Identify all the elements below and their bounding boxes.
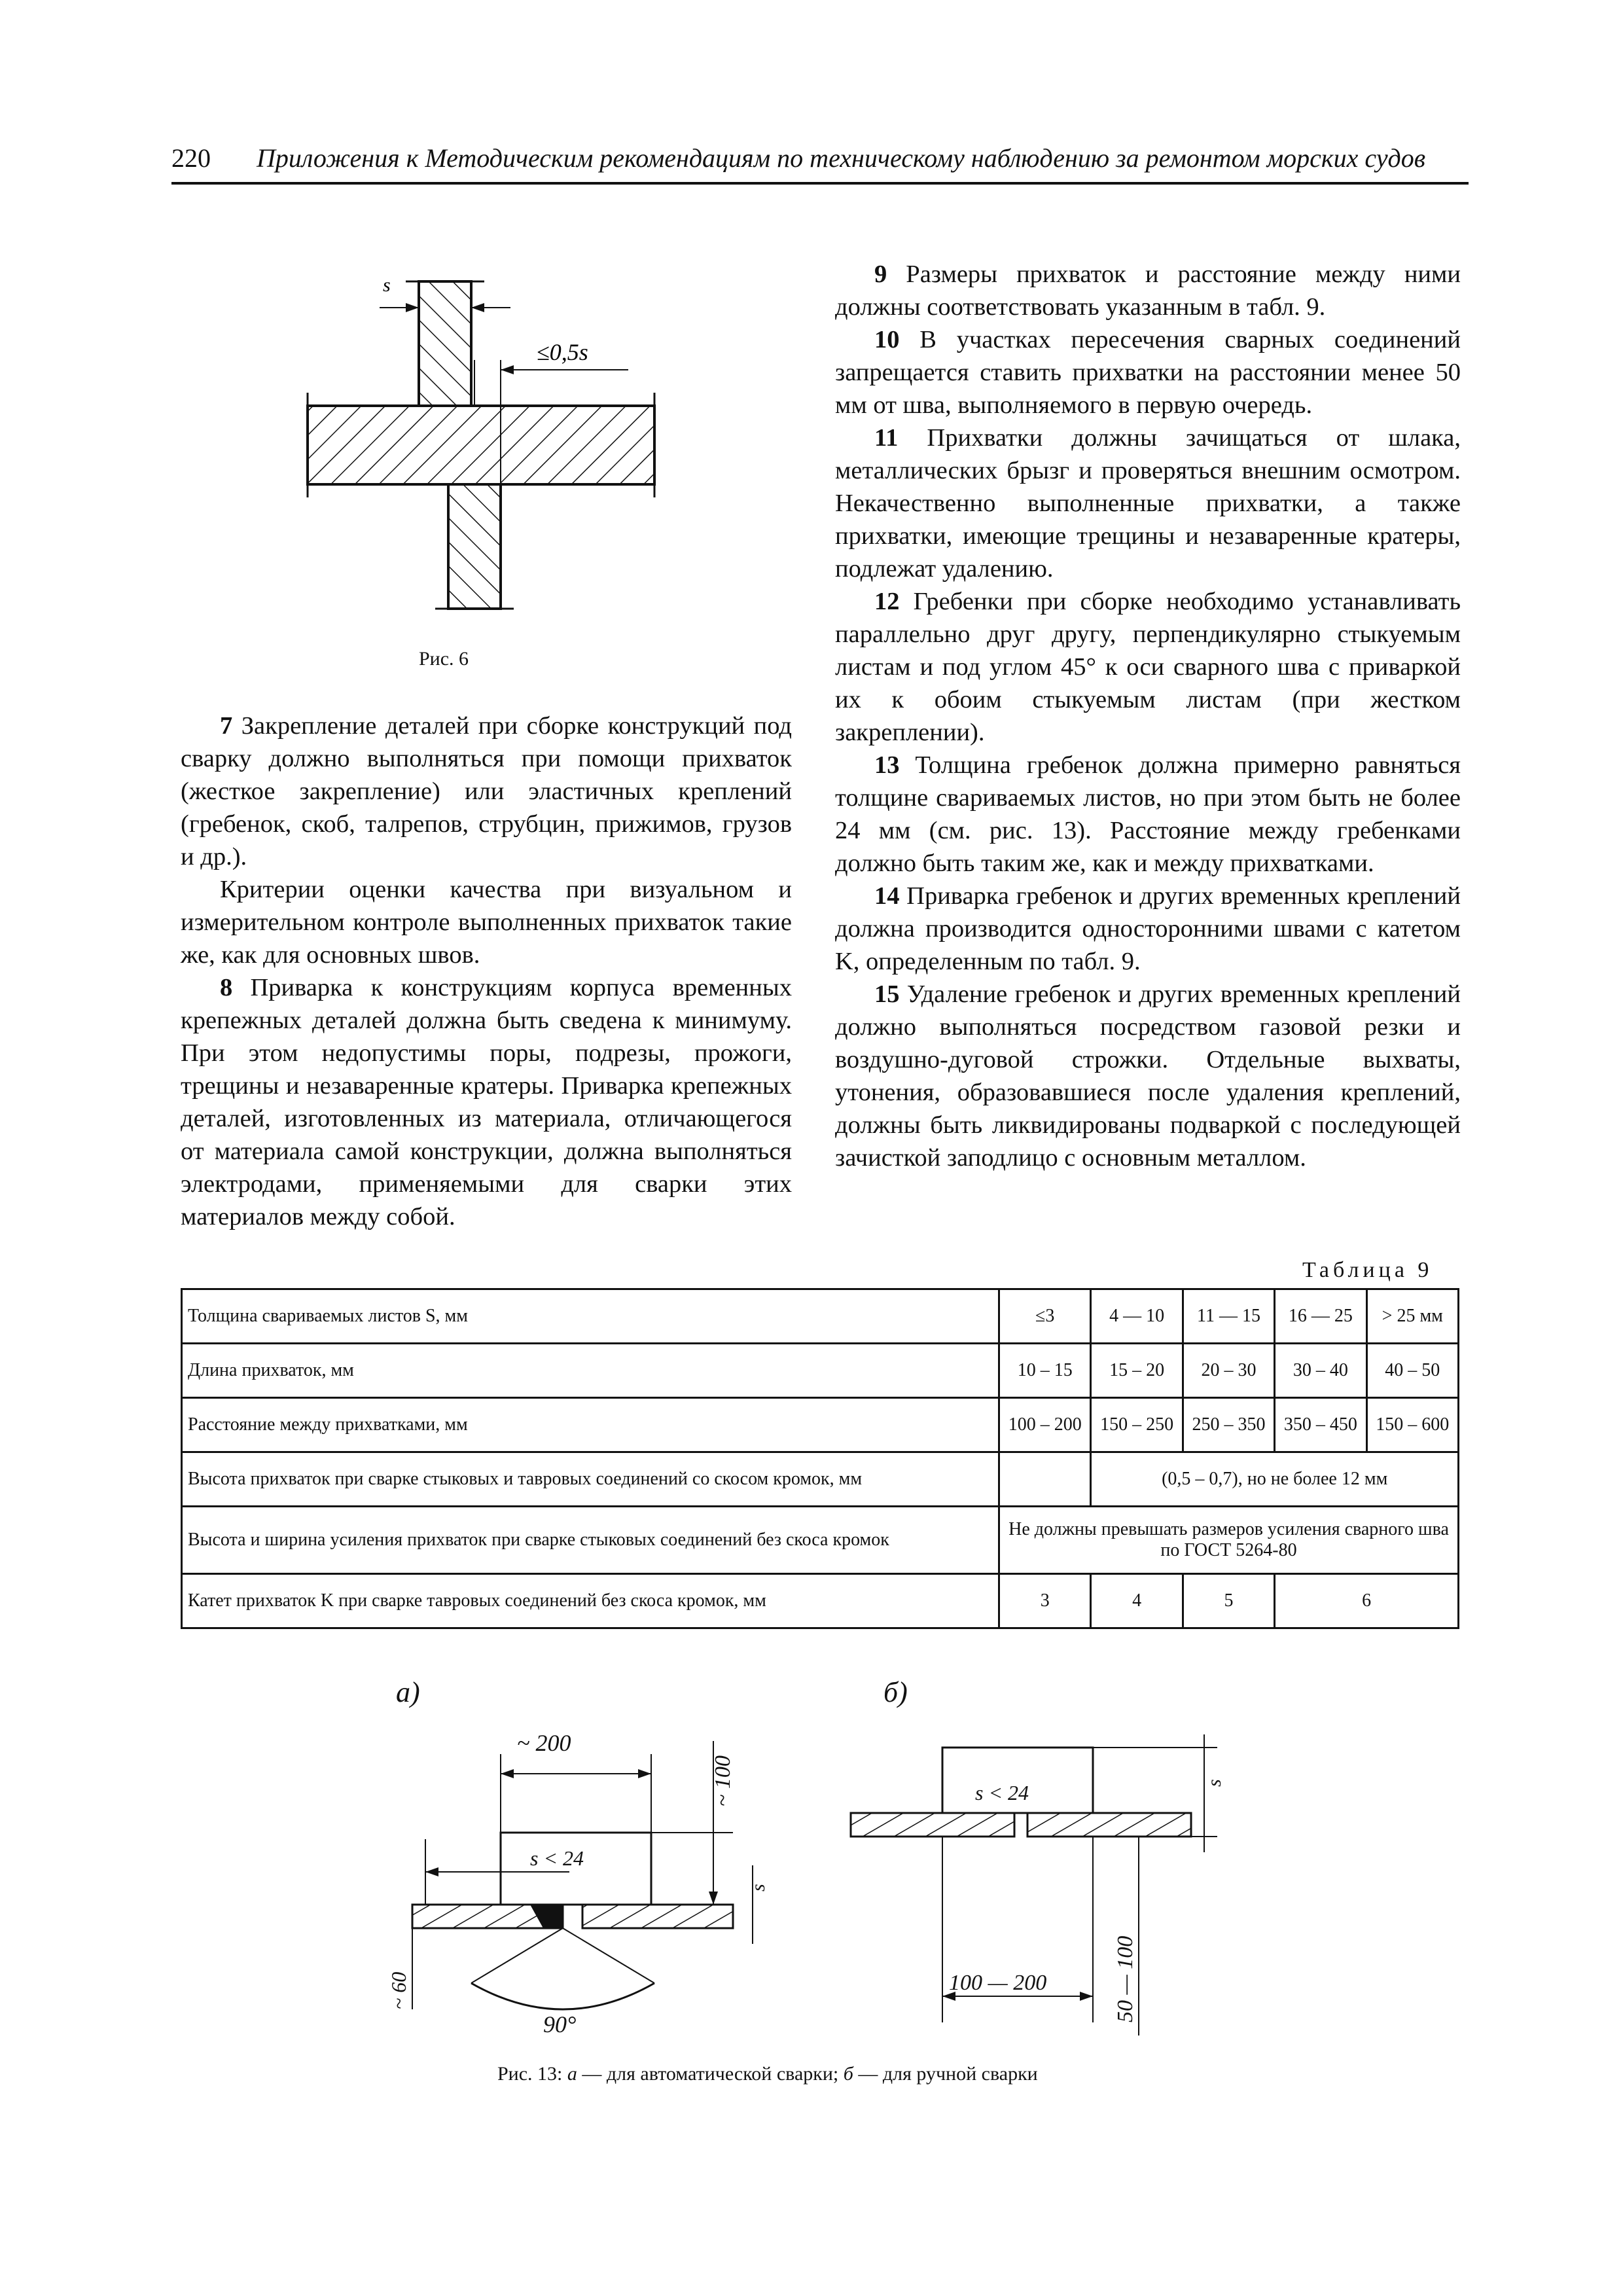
left-column — [181, 709, 792, 1233]
table-9-caption: Таблица 9 — [1302, 1258, 1433, 1282]
figure-6 — [288, 262, 694, 628]
table-row: Катет прихваток K при сварке тавровых соединений без скоса кромок, мм 3 4 5 6 — [182, 1574, 1459, 1628]
paragraph-15: 15 Удаление гребенок и других временных креплений должно выполняться посредством газовой резки и воздушно-дуговой строжки. Отдельные выхваты, утонения, образовавшиеся после удаления креплений, должны быть ликвидированы подваркой с последующей зачисткой заподлицо с основным металлом. — [835, 980, 1461, 1172]
table-row: Длина прихваток, мм 10 – 15 15 – 20 20 – 30 30 – 40 40 – 50 — [182, 1344, 1459, 1398]
fig13b-height: 50 — 100 — [1113, 1935, 1137, 2022]
running-title: Приложения к Методическим рекомендациям по техническому наблюдению за ремонтом морских судов — [257, 143, 1426, 173]
paragraph-14: 14 Приварка гребенок и других временных креплений должна производится односторонними швами с катетом K, определенным по табл. 9. — [835, 882, 1461, 975]
fig13b-s-side: s — [1204, 1779, 1225, 1787]
right-column — [835, 258, 1461, 1174]
fig13a-depth: ~ 60 — [387, 1971, 410, 2009]
table-row: Высота и ширина усиления прихваток при сварке стыковых соединений без скоса кромок Не должны превышать размеров усиления сварного шва по ГОСТ 5264-80 — [182, 1507, 1459, 1574]
paragraph-8: 8 Приварка к конструкциям корпуса временных крепежных деталей должна быть сведена к минимуму. При этом недопустимы поры, подрезы, прожоги, трещины и незаваренные кратеры. Приварка крепежных деталей, изготовленных из материала, отличающегося от материала самой конструкции, должна выполняться электродами, применяемыми для сварки этих материалов между собой. — [181, 974, 792, 1230]
figure-6-caption: Рис. 6 — [419, 648, 469, 670]
page-number: 220 — [171, 143, 211, 173]
paragraph-13: 13 Толщина гребенок должна примерно равняться толщине свариваемых листов, но при этом быть не более 24 мм (см. рис. 13). Расстояние между гребенками должно быть таким же, как и между прихватками. — [835, 751, 1461, 877]
fig13a-s: s < 24 — [530, 1846, 584, 1870]
table-row: Высота прихваток при сварке стыковых и тавровых соединений со скосом кромок, мм (0,5 – 0,7), но не более 12 мм — [182, 1452, 1459, 1507]
fig13b-len: 100 — 200 — [949, 1971, 1047, 1995]
table-row: Толщина свариваемых листов S, мм ≤3 4 — 10 11 — 15 16 — 25 > 25 мм — [182, 1289, 1459, 1344]
paragraph-7b: Критерии оценки качества при визуальном и измерительном контроле выполненных прихваток такие же, как для основных швов. — [181, 876, 792, 969]
fig13a-s-side: s — [747, 1884, 769, 1892]
paragraph-11: 11 Прихватки должны зачищаться от шлака, металлических брызг и проверяться внешним осмотром. Некачественно выполненные прихватки, а также прихватки, имеющие трещины и незаваренные кратеры, подлежат удалению. — [835, 424, 1461, 583]
fig6-label-dim: ≤0,5s — [537, 339, 588, 365]
fig13-label-b: б) — [883, 1676, 908, 1708]
paragraph-9: 9 Размеры прихваток и расстояние между ними должны соответствовать указанным в табл. 9. — [835, 260, 1461, 321]
fig13b-plate-right — [1027, 1813, 1191, 1837]
fig13a-angle: 90° — [543, 2011, 577, 2037]
fig13b-s: s < 24 — [975, 1781, 1029, 1804]
paragraph-10: 10 В участках пересечения сварных соединений запрещается ставить прихватки на расстоянии менее 50 мм от шва, выполняемого в первую очередь. — [835, 326, 1461, 419]
paragraph-12: 12 Гребенки при сборке необходимо устанавливать параллельно друг другу, перпендикулярно стыкуемым листам и под углом 45° к оси сварного шва с приваркой их к обоим стыкуемым листам (при жестком закреплении). — [835, 588, 1461, 746]
table-9 — [181, 1288, 1459, 1629]
figure-13-caption: Рис. 13: а — для автоматической сварки; б — для ручной сварки — [497, 2063, 1038, 2085]
fig6-label-s: s — [383, 274, 391, 296]
figure-13 — [366, 1669, 1283, 2062]
bottom-plate — [448, 484, 501, 609]
paragraph-7: 7 Закрепление деталей при сборке конструкций под сварку должно выполняться при помощи прихваток (жесткое закрепление) или эластичных креплений (гребенок, скоб, талрепов, струбцин, прижимов, грузов и др.). — [181, 712, 792, 870]
page-header — [171, 143, 1469, 185]
top-plate — [419, 281, 471, 406]
fig13a-height: ~ 100 — [711, 1755, 735, 1806]
table-row: Расстояние между прихватками, мм 100 – 200 150 – 250 250 – 350 350 – 450 150 – 600 — [182, 1398, 1459, 1452]
fig13a-plate-right — [582, 1905, 733, 1928]
fig13b-plate-left — [851, 1813, 1014, 1837]
fig13a-width: ~ 200 — [517, 1730, 571, 1756]
fig13-label-a: а) — [396, 1676, 420, 1708]
horizontal-plate — [308, 406, 654, 484]
